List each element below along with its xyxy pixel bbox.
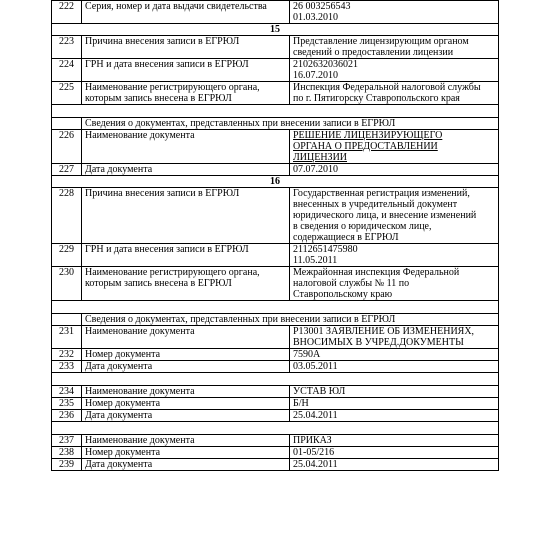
field-label: ГРН и дата внесения записи в ЕГРЮЛ bbox=[82, 59, 290, 82]
field-value: РЕШЕНИЕ ЛИЦЕНЗИРУЮЩЕГО ОРГАНА О ПРЕДОСТАВЛЕНИИ ЛИЦЕНЗИИ bbox=[290, 130, 499, 164]
row-number: 233 bbox=[52, 361, 82, 373]
table-row bbox=[52, 386, 499, 398]
table-row bbox=[52, 164, 499, 176]
section-spacer bbox=[52, 118, 82, 130]
row-number: 238 bbox=[52, 447, 82, 459]
row-number: 223 bbox=[52, 36, 82, 59]
table-row bbox=[52, 244, 499, 267]
table-row bbox=[52, 410, 499, 422]
table-row bbox=[52, 82, 499, 105]
field-label: Серия, номер и дата выдачи свидетельства bbox=[82, 1, 290, 24]
spacer-row bbox=[52, 373, 499, 386]
record-number-row bbox=[52, 24, 499, 36]
row-number: 232 bbox=[52, 349, 82, 361]
field-label: Наименование документа bbox=[82, 326, 290, 349]
field-value: ПРИКАЗ bbox=[290, 435, 499, 447]
record-number: 16 bbox=[52, 176, 499, 188]
row-number: 234 bbox=[52, 386, 82, 398]
row-number: 224 bbox=[52, 59, 82, 82]
spacer-row bbox=[52, 105, 499, 118]
field-value: 03.05.2011 bbox=[290, 361, 499, 373]
row-number: 228 bbox=[52, 188, 82, 244]
field-label: Дата документа bbox=[82, 361, 290, 373]
field-label: Причина внесения записи в ЕГРЮЛ bbox=[82, 36, 290, 59]
field-value: Р13001 ЗАЯВЛЕНИЕ ОБ ИЗМЕНЕНИЯХ, ВНОСИМЫХ В УЧРЕД.ДОКУМЕНТЫ bbox=[290, 326, 499, 349]
field-value: 26 003256543 01.03.2010 bbox=[290, 1, 499, 24]
field-label: Номер документа bbox=[82, 447, 290, 459]
field-value: 01-05/216 bbox=[290, 447, 499, 459]
table-row bbox=[52, 326, 499, 349]
field-label: Наименование документа bbox=[82, 386, 290, 398]
field-value: 25.04.2011 bbox=[290, 410, 499, 422]
field-label: Дата документа bbox=[82, 459, 290, 471]
table-row bbox=[52, 267, 499, 301]
row-number: 235 bbox=[52, 398, 82, 410]
field-value: 2112651475980 11.05.2011 bbox=[290, 244, 499, 267]
field-value: 07.07.2010 bbox=[290, 164, 499, 176]
field-label: ГРН и дата внесения записи в ЕГРЮЛ bbox=[82, 244, 290, 267]
row-number: 237 bbox=[52, 435, 82, 447]
field-value: УСТАВ ЮЛ bbox=[290, 386, 499, 398]
table-row bbox=[52, 361, 499, 373]
egrul-extract-table bbox=[51, 0, 499, 471]
field-value: Представление лицензирующим органом сведений о предоставлении лицензии bbox=[290, 36, 499, 59]
documents-section-row bbox=[52, 118, 499, 130]
field-value: Государственная регистрация изменений, внесенных в учредительный документ юридического лица, и внесение изменений в сведения о юридическом лице, содержащиеся в ЕГРЮЛ bbox=[290, 188, 499, 244]
record-number-row bbox=[52, 176, 499, 188]
field-label: Дата документа bbox=[82, 410, 290, 422]
table-row bbox=[52, 349, 499, 361]
table-row bbox=[52, 1, 499, 24]
row-number: 222 bbox=[52, 1, 82, 24]
spacer-cell bbox=[52, 301, 499, 314]
spacer-cell bbox=[52, 422, 499, 435]
field-label: Номер документа bbox=[82, 398, 290, 410]
spacer-row bbox=[52, 422, 499, 435]
table-row bbox=[52, 130, 499, 164]
field-label: Наименование документа bbox=[82, 435, 290, 447]
spacer-cell bbox=[52, 373, 499, 386]
field-value: Инспекция Федеральной налоговой службы по г. Пятигорску Ставропольского края bbox=[290, 82, 499, 105]
field-value: Межрайонная инспекция Федеральной налоговой службы № 11 по Ставропольскому краю bbox=[290, 267, 499, 301]
field-label: Наименование регистрирующего органа, которым запись внесена в ЕГРЮЛ bbox=[82, 267, 290, 301]
table-row bbox=[52, 188, 499, 244]
row-number: 236 bbox=[52, 410, 82, 422]
table-row bbox=[52, 398, 499, 410]
field-label: Номер документа bbox=[82, 349, 290, 361]
table-row bbox=[52, 36, 499, 59]
section-spacer bbox=[52, 314, 82, 326]
documents-section-title: Сведения о документах, представленных при внесении записи в ЕГРЮЛ bbox=[82, 314, 499, 326]
field-label: Причина внесения записи в ЕГРЮЛ bbox=[82, 188, 290, 244]
record-number: 15 bbox=[52, 24, 499, 36]
spacer-cell bbox=[52, 105, 499, 118]
row-number: 226 bbox=[52, 130, 82, 164]
field-value: 25.04.2011 bbox=[290, 459, 499, 471]
row-number: 231 bbox=[52, 326, 82, 349]
row-number: 227 bbox=[52, 164, 82, 176]
row-number: 239 bbox=[52, 459, 82, 471]
documents-section-title: Сведения о документах, представленных при внесении записи в ЕГРЮЛ bbox=[82, 118, 499, 130]
row-number: 229 bbox=[52, 244, 82, 267]
row-number: 225 bbox=[52, 82, 82, 105]
row-number: 230 bbox=[52, 267, 82, 301]
table-row bbox=[52, 59, 499, 82]
field-value: 7590А bbox=[290, 349, 499, 361]
table-row bbox=[52, 459, 499, 471]
table-row bbox=[52, 435, 499, 447]
field-value: Б/Н bbox=[290, 398, 499, 410]
egrul-table-body bbox=[52, 1, 499, 471]
field-label: Наименование регистрирующего органа, которым запись внесена в ЕГРЮЛ bbox=[82, 82, 290, 105]
spacer-row bbox=[52, 301, 499, 314]
field-label: Дата документа bbox=[82, 164, 290, 176]
table-row bbox=[52, 447, 499, 459]
field-value: 2102632036021 16.07.2010 bbox=[290, 59, 499, 82]
documents-section-row bbox=[52, 314, 499, 326]
field-label: Наименование документа bbox=[82, 130, 290, 164]
